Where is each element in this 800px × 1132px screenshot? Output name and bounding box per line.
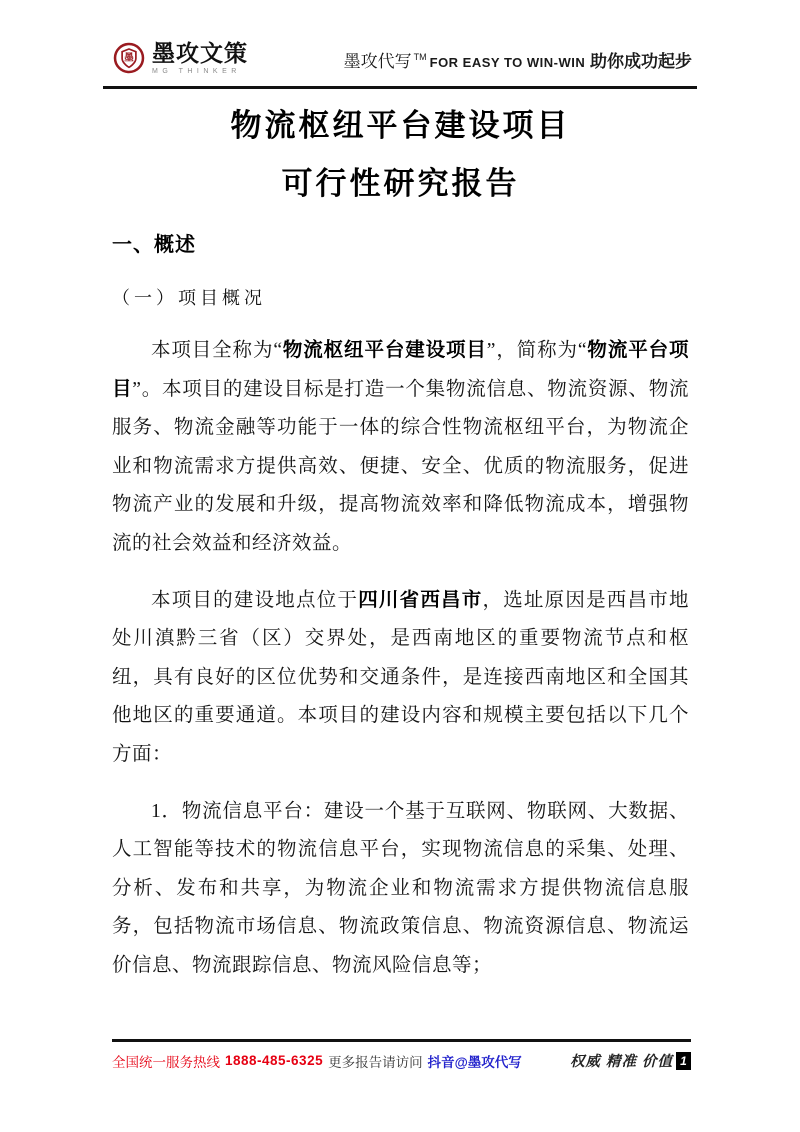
paragraph: 本项目全称为“物流枢纽平台建设项目”，简称为“物流平台项目”。本项目的建设目标是打造一个集物流信息、物流资源、物流服务、物流金融等功能于一体的综合性物流枢纽平台，为物流企业和物流需求方提供高效、便捷、安全、优质的物流服务，促进物流产业的发展和升级，提高物流效率和降低物流成本，增强物流的社会效益和经济效益。	[112, 340, 689, 554]
subsection-heading: （一）项目概况	[112, 288, 266, 308]
tagline-english: FOR EASY TO WIN-WIN	[429, 55, 586, 70]
footer-slogan: 权威 精准 价值	[569, 1054, 673, 1070]
document-body	[112, 96, 689, 986]
footer-divider	[112, 1039, 691, 1042]
brand-logo	[112, 40, 248, 76]
douyin-account-link[interactable]: 抖音@墨攻代写	[427, 1054, 522, 1070]
paragraph: 1．物流信息平台：建设一个基于互联网、物联网、大数据、人工智能等技术的物流信息平台，实现物流信息的采集、处理、分析、发布和共享，为物流企业和物流需求方提供物流信息服务，包括物流市场信息、物流政策信息、物流资源信息、物流运价信息、物流跟踪信息、物流风险信息等；	[112, 800, 689, 976]
page-header	[112, 40, 692, 76]
tagline-chinese: 助你成功起步	[590, 52, 692, 71]
page-footer	[112, 1050, 691, 1071]
paragraph: 本项目的建设地点位于四川省西昌市，选址原因是西昌市地处川滇黔三省（区）交界处，是西南地区的重要物流节点和枢纽，具有良好的区位优势和交通条件，是连接西南地区和全国其他地区的重要通道。本项目的建设内容和规模主要包括以下几个方面：	[112, 589, 689, 765]
brand-subtitle: MG THINKER	[152, 67, 241, 75]
footer-slogan-group	[570, 1050, 691, 1071]
svg-text:墨: 墨	[124, 52, 134, 64]
section-heading: 一、概述	[112, 234, 196, 256]
brand-logo-icon	[112, 40, 146, 76]
footer-contact	[112, 1051, 522, 1071]
hotline-label: 全国统一服务热线	[112, 1054, 220, 1070]
document-title-line1: 物流枢纽平台建设项目	[230, 108, 571, 143]
document-title-line2: 可行性研究报告	[281, 166, 520, 201]
header-tagline	[344, 47, 692, 76]
brand-name: 墨攻文策	[152, 39, 248, 66]
hotline-number: 1888-485-6325	[225, 1053, 324, 1068]
tagline-brand: 墨攻代写	[343, 52, 412, 71]
more-reports-text: 更多报告请访问	[328, 1054, 423, 1070]
document-paragraphs	[112, 332, 689, 986]
brand-text	[152, 39, 248, 75]
trademark-symbol: TM	[413, 52, 427, 63]
page-number-badge: 1	[676, 1052, 691, 1070]
header-divider	[103, 86, 697, 89]
